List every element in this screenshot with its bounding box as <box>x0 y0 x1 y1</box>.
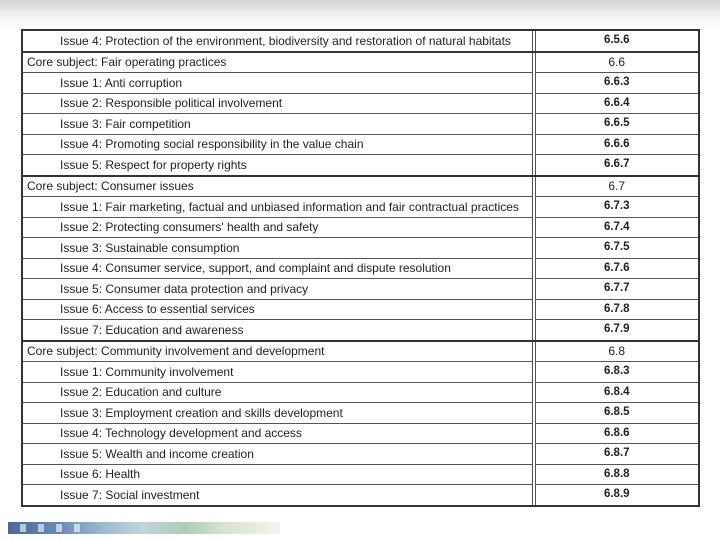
issue-label: Issue 5: Wealth and income creation <box>22 444 532 465</box>
clause-reference: 6.8.5 <box>535 403 699 424</box>
issue-label: Issue 2: Education and culture <box>22 382 532 403</box>
clause-reference: 6.6.6 <box>535 134 699 155</box>
clause-reference: 6.8.3 <box>535 362 699 383</box>
issue-label: Issue 1: Anti corruption <box>22 73 532 94</box>
issue-row <box>22 423 699 444</box>
clause-reference: 6.5.6 <box>535 30 699 52</box>
issue-label: Issue 1: Fair marketing, factual and unbiased information and fair contractual practices <box>22 197 532 218</box>
issue-label: Issue 5: Consumer data protection and privacy <box>22 279 532 300</box>
issue-label: Issue 4: Consumer service, support, and complaint and dispute resolution <box>22 258 532 279</box>
clause-reference: 6.7.7 <box>535 279 699 300</box>
issue-row <box>22 217 699 238</box>
clause-reference: 6.7.8 <box>535 299 699 320</box>
clause-reference: 6.7 <box>535 176 699 197</box>
clause-reference: 6.7.9 <box>535 320 699 341</box>
clause-reference: 6.7.5 <box>535 238 699 259</box>
clause-reference: 6.6.5 <box>535 114 699 135</box>
issue-row <box>22 114 699 135</box>
clause-reference: 6.6.4 <box>535 93 699 114</box>
issue-row <box>22 320 699 341</box>
clause-reference: 6.8.6 <box>535 423 699 444</box>
clause-reference: 6.6 <box>535 52 699 73</box>
core-subjects-table <box>21 29 700 507</box>
issue-label: Issue 1: Community involvement <box>22 362 532 383</box>
issue-label: Issue 3: Employment creation and skills development <box>22 403 532 424</box>
clause-reference: 6.6.7 <box>535 155 699 176</box>
clause-reference: 6.8.9 <box>535 485 699 506</box>
core-subject-row <box>22 341 699 362</box>
core-subject-label: Core subject: Community involvement and development <box>22 341 532 362</box>
issue-row <box>22 382 699 403</box>
clause-reference: 6.7.3 <box>535 197 699 218</box>
issue-label: Issue 2: Protecting consumers' health and safety <box>22 217 532 238</box>
issue-label: Issue 2: Responsible political involvement <box>22 93 532 114</box>
issue-row <box>22 197 699 218</box>
issue-row <box>22 485 699 506</box>
table-body <box>22 30 699 506</box>
issue-row <box>22 93 699 114</box>
issue-row <box>22 299 699 320</box>
issue-label: Issue 4: Promoting social responsibility in the value chain <box>22 134 532 155</box>
issue-row <box>22 238 699 259</box>
issue-label: Issue 3: Sustainable consumption <box>22 238 532 259</box>
issue-label: Issue 7: Social investment <box>22 485 532 506</box>
issue-label: Issue 7: Education and awareness <box>22 320 532 341</box>
issue-label: Issue 6: Access to essential services <box>22 299 532 320</box>
issue-label: Issue 5: Respect for property rights <box>22 155 532 176</box>
issue-row <box>22 155 699 176</box>
core-subject-label: Core subject: Fair operating practices <box>22 52 532 73</box>
issue-label: Issue 4: Protection of the environment, biodiversity and restoration of natural habitats <box>22 30 532 52</box>
issue-row <box>22 73 699 94</box>
clause-reference: 6.8.4 <box>535 382 699 403</box>
clause-reference: 6.8.7 <box>535 444 699 465</box>
clause-reference: 6.8.8 <box>535 464 699 485</box>
issue-row <box>22 258 699 279</box>
issue-label: Issue 6: Health <box>22 464 532 485</box>
issue-label: Issue 4: Technology development and access <box>22 423 532 444</box>
core-subject-row <box>22 176 699 197</box>
issue-row <box>22 134 699 155</box>
issue-row <box>22 30 699 52</box>
core-subject-row <box>22 52 699 73</box>
issue-row <box>22 444 699 465</box>
issue-row <box>22 362 699 383</box>
clause-reference: 6.6.3 <box>535 73 699 94</box>
issue-label: Issue 3: Fair competition <box>22 114 532 135</box>
clause-reference: 6.7.4 <box>535 217 699 238</box>
clause-reference: 6.8 <box>535 341 699 362</box>
issue-row <box>22 403 699 424</box>
issue-row <box>22 279 699 300</box>
clause-reference: 6.7.6 <box>535 258 699 279</box>
core-subject-label: Core subject: Consumer issues <box>22 176 532 197</box>
issue-row <box>22 464 699 485</box>
top-shadow-band <box>0 0 720 28</box>
footer-logo-strip <box>8 522 280 534</box>
